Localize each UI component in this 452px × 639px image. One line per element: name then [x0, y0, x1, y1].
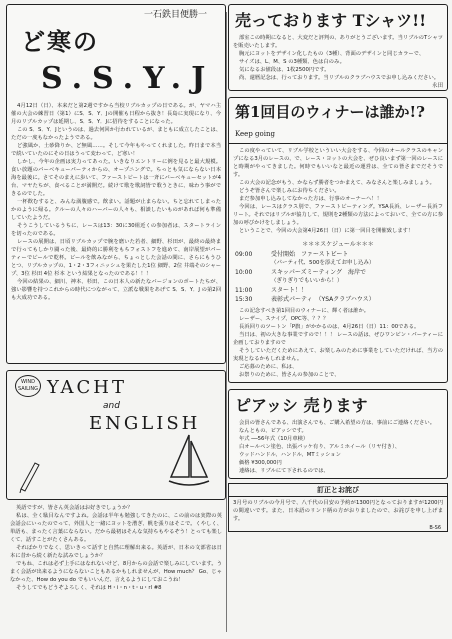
schedule-note: （ぎりぎりでもいいから！）: [271, 278, 343, 284]
race-title: [229, 98, 447, 144]
feature-paragraph: 4月12日（日）、本来だと第2週ですから当校リブルカップの日である。が、ヤマハ主催の大会の練習日（第1）にS．S．Y．Jの開催も日程から抜き！長島に実現になり、今月のリブルカップは延期し、S．S．Y．Jに招待をすることになった。: [11, 103, 221, 125]
feature-paragraph: この S．S．Y．Jというのは、過去何回か行われているが、まともに成立したことは、ただの一度もなかったようである。: [11, 127, 221, 141]
car-sale-line: 価格 ¥300,000円: [239, 460, 282, 466]
car-sale-line: ウッドハンドル、ハンドル、MTミッション: [239, 452, 341, 458]
race-title-text: 第1回目のウィナーは誰か!?: [235, 103, 425, 121]
race-paragraph: まだ参加申し込みしてなかった方は、行事のオーナーへ！！: [239, 196, 383, 202]
yacht-english-body: [10, 504, 222, 592]
sailboat-icon: [165, 431, 213, 491]
schedule-row: [235, 250, 441, 259]
race-after-paragraph: そうしていただくためにあえて、お楽しみのために事業をしていただければ、当方の実現となるかもしれません。: [233, 348, 443, 362]
yacht-english-header: [6, 370, 226, 500]
yacht-paragraph: 私は、全く駄目なんですよね。会話は半年も勉強してきたのに、この前のは実際の英会話会にいったのでって、外国人と一緒にヨットを漕ぎ、帆を張りはそこで。くやしく、単語も、まったく言葉にならない。だから最初はそんな気持ちもやるぞう！とっても楽しくて、話すことがたくさんある。: [10, 513, 222, 543]
schedule-row: [235, 295, 441, 304]
schedule-note: （パーティ代、500を添えてお申し込み）: [271, 260, 375, 266]
schedule-row: [235, 268, 441, 277]
race-paragraph: この大会の記念がもう、かならず勝者をつかまえて、みなさんと楽しみましょう。: [239, 180, 435, 186]
yacht-paragraph: そうしてでもどうぞよろしく、それは H・i・n・t・u・rl #8: [16, 585, 162, 591]
race-after-paragraph: 当日は、初の大きな事業ですので！！！ レースの話は、ぜひワンピン・パーティーに企画しておりますので: [233, 332, 443, 346]
schedule-time: 15:30: [235, 296, 253, 303]
yacht-paragraph: でもね、これは必ず上手にはなれないけど、8月からの会話で楽しみにしています。うまく会話が出来るようにならないこともあるかもしれませんが、How much？ Go、じゃなかった、How do you do でもいいんだ、言えるようにしておこうね！: [10, 561, 222, 583]
feature-body: [11, 102, 221, 302]
yacht-paragraph: 英語ですが、皆さん英会話はお好きでしょうか？: [16, 505, 133, 511]
car-sale-line: なんともの、ピアッシです。: [239, 428, 307, 434]
tshirt-section: [228, 4, 448, 91]
race-paragraph: この度やっていて、リブル学校といういい大会をする、今回のオールクラスのキャンプになる3月のレースの、で、レース・ヨットの大会を、ぜひ良いまず第一回のレースにと時期がやってきました。何時でもいいなと最近の運営は、全ての皆さまでだそうです。: [233, 148, 443, 178]
correction-body: 3月号のリブルの今月号で、八千代の目安の予約が1300円となっておりますが1200円の間違いです。また、日本語のリンド柄の方がおりましたので、お詫びを申し上げます。: [233, 500, 443, 522]
correction-notice: [228, 483, 448, 532]
schedule-time: 09:00: [235, 251, 253, 258]
race-subtitle: Keep going: [235, 130, 275, 138]
tshirt-signature: 永田: [431, 83, 443, 89]
feature-article: [6, 4, 226, 364]
feature-header: 一石鉄目便勝一: [143, 10, 207, 20]
race-article: [228, 97, 448, 383]
feature-paragraph: レースの展開は、日頃リブルカップで腕を磨いた若者、細野、杉田が、最終の最終まで行ってもしかり闘った後、最終的に勝利をもちフォストフを進めて、南岸展望がパーティーでビールで乾杯。ビールを飲みながら、ちょっとした会話の間に、さらにもうひとつ、リブルカップの、1・2・3フィニッシュを果たした1位 細野、2位 井端そのシャープ、3位 杉田 4位 杉本 という結果となったのである！！！: [11, 239, 221, 277]
column-divider: [226, 12, 227, 632]
car-sale-line: 年式 ──56年式（10月車検）: [239, 436, 309, 442]
schedule-row: [235, 286, 441, 295]
schedule-desc: スキッパーズミーティング 海岸で: [271, 269, 367, 276]
race-paragraph: 今回は、レースはクラス別で、ファーストビーティング。YSA長浜、レーザー長浜フリート。それではリブルが協力して、規則を2種類の方法によっておいて、全ての方に参加の呼びかけをしましょう。: [233, 204, 443, 226]
race-paragraph: どうぞ皆さんで楽しみにお待ちください。: [239, 188, 340, 194]
schedule-time: 10:00: [235, 269, 253, 276]
car-sale-line: 会員の皆さんである、出演さんでも、ご購入希望の方は、事前にご連絡ください。: [239, 420, 435, 426]
race-after-paragraph: この記念すべき第1回目のウィナーに、輝く者は誰か。: [239, 308, 370, 314]
car-sale-body: [233, 419, 443, 475]
left-column: [6, 4, 226, 592]
car-sale-title: ピアッシ 売ります: [235, 396, 368, 415]
tshirt-title: 売っております Tシャツ!!: [235, 11, 427, 30]
race-after-paragraph: レーザー、スナイプ、OPC等、？？？: [239, 316, 329, 322]
schedule-desc: 表彰式パーティ （YSAクラブハウス）: [271, 296, 375, 303]
feature-paragraph: ど強風か、土砂降りか、ど無風……。そして今年もやってくれました。昨日まで本当で続いていたのにその日はうって変わって、ど寒い！: [11, 143, 221, 157]
car-sale-line: 白オールペン塗色、出張パッケ有り、アルミホイール（リヤ付き）、: [239, 444, 401, 450]
race-paragraph: ということで、今回の大会第4月26日（日）に第一回目を開催致します！: [239, 228, 414, 234]
car-sale-line: 連絡は、リブルにて下されるのでは、: [239, 468, 329, 474]
right-column: [228, 4, 448, 532]
pen-illustration-icon: [17, 459, 43, 493]
schedule-time: 11:00: [235, 287, 253, 294]
tshirt-paragraph: 胸元にヨットをデザイン化したもの（3種）、背面のデザインと同じカラーで、: [239, 51, 425, 57]
car-sale-section: [228, 389, 448, 479]
schedule-list: [235, 250, 441, 304]
tshirt-paragraph: 気になるお値段は、1枚2500円です。: [239, 67, 330, 73]
tshirt-paragraph: サイズは、L、M、S の3種類、色は白のみ。: [239, 59, 345, 65]
race-after-schedule: [233, 307, 443, 379]
yacht-paragraph: そればかりでなく、思いきって話すと自然に理解出来る。英語が、日本の文部省は日本に昔から続く新たな試みでしょうか？: [10, 545, 222, 559]
schedule-title: ＊＊＊スケジュール＊＊＊: [302, 241, 374, 248]
race-after-paragraph: お祭りのために、皆さんの参加のことで、: [239, 372, 340, 378]
wind-sailing-badge: WIND SAILING: [15, 375, 41, 397]
race-after-paragraph: 長浜回りのツートン「P旗」がかかるのは、4月26日（日）11：00である。: [239, 324, 420, 330]
correction-signature: B-S6: [429, 525, 441, 531]
feature-paragraph: しかし、今年の企画は実力ってあった。いきなりエントリーに例を見ると最大規模。食い放題のバーベキューパーティからの、オープニングで。ちっとも気にならない日本海を最後に。さてそのまえに歩いて、ファーストビートは一斉にバーベキューセットが4台、マヤたちが、食べることが満開だ。続けて歌を歌詞皆で歌うときに、味わう事ができるのでした。: [11, 159, 221, 197]
tshirt-paragraph: 部室この時期になると、大変だと評判の、ありがとうございます。当リブルのTシャツを販売いたします。: [233, 35, 443, 49]
feature-title: ど寒の: [21, 27, 99, 56]
schedule-desc: 受付開始 ファーストビート: [271, 251, 349, 258]
english-title: ENGLISH: [89, 413, 201, 434]
race-body: [233, 147, 443, 235]
feature-paragraph: 今回の結果の、細川、神本、杉田、この日本人の新たなバージョンのボートたちが、強い影響を持つこれからの時代につながって、立派な戦果をあげて S．S．Y．J の第2回も大成功である。: [11, 279, 221, 301]
feature-paragraph: 一杯飲むすると、みんな満腹感で。飲まい。話題が止まらない。ちと忘れてしまったかのように帰る。クルーの人々のハーバーの人々も、相談したいものがあれば何も準備していたようだ。: [11, 199, 221, 221]
yacht-title: YACHT: [47, 377, 127, 398]
correction-title: 訂正とお詫び: [229, 484, 447, 497]
schedule-desc: スタート！！: [271, 287, 308, 294]
tshirt-body: [233, 34, 443, 90]
race-after-paragraph: ご応募のために、私は、: [239, 364, 298, 370]
tshirt-paragraph: 尚、還暦記念は、行っております。当リブルのクラブハウスでお申し込みください。: [239, 75, 440, 81]
feature-title-ssyj: S.S.Y.J: [41, 61, 216, 96]
feature-paragraph: そうこうしているうちに、レースは13：30に30組近くの参加者は、スタートラインを切ったのである。: [11, 223, 221, 237]
and-word: and: [103, 401, 120, 411]
